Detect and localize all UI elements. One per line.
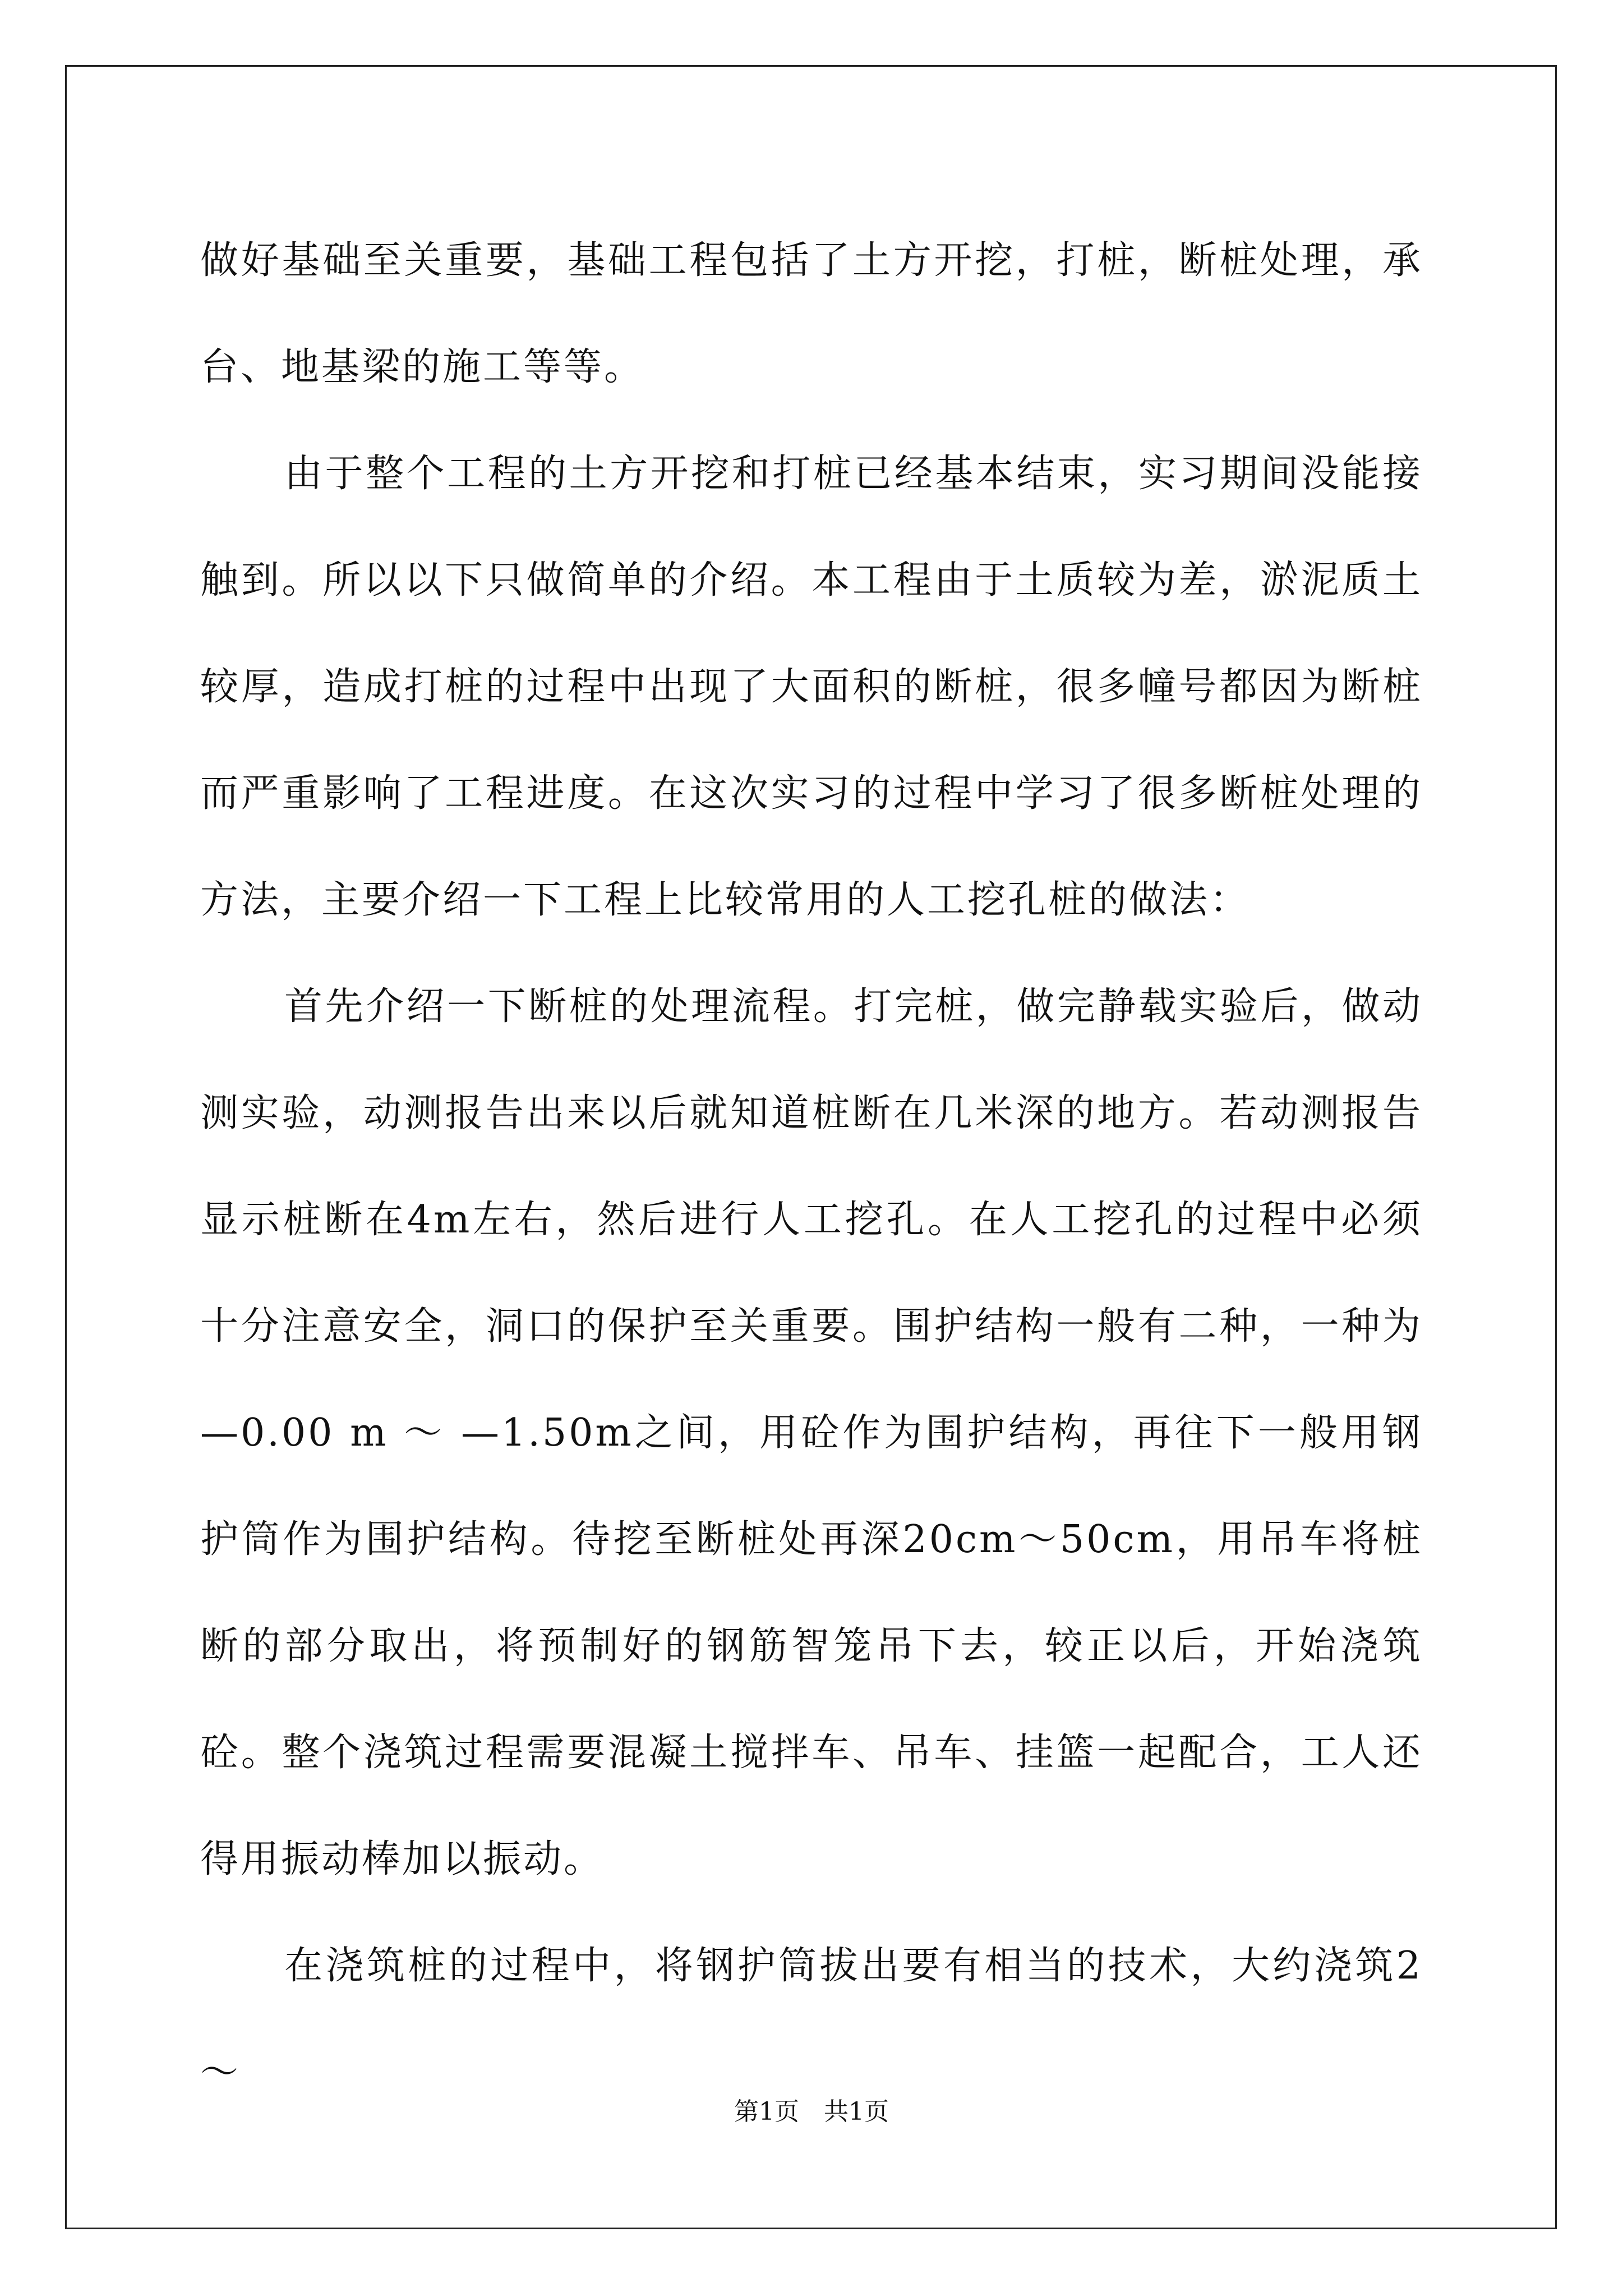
paragraph-2: 由于整个工程的土方开挖和打桩已经基本结束，实习期间没能接触到。所以以下只做简单的介绍。本工程由于土质较为差，淤泥质土较厚，造成打桩的过程中出现了大面积的断桩，很多幢号都因为断桩而严重影响了工程进度。在这次实习的过程中学习了很多断桩处理的方法，主要介绍一下工程上比较常用的人工挖孔桩的做法： (200, 452, 1423, 922)
paragraph-4: 在浇筑桩的过程中，将钢护筒拔出要有相当的技术，大约浇筑2～ (200, 1944, 1423, 2095)
paragraph-3: 首先介绍一下断桩的处理流程。打完桩，做完静载实验后，做动测实验，动测报告出来以后就知道桩断在几米深的地方。若动测报告显示桩断在4m左右，然后进行人工挖孔。在人工挖孔的过程中必须十分注意安全，洞口的保护至关重要。围护结构一般有二种，一种为—0.00 m ～ —1.50m之间，用砼作为围护结构，再往下一般用钢护筒作为围护结构。待挖至断桩处再深20cm～50cm，用吊车将桩断的部分取出，将预制好的钢筋智笼吊下去，较正以后，开始浇筑砼。整个浇筑过程需要混凝土搅拌车、吊车、挂篮一起配合，工人还得用振动棒加以振动。 (200, 984, 1423, 1881)
document-body (200, 208, 1423, 2126)
page-number-label: 第1页 共1页 (734, 2097, 889, 2126)
paragraph-1: 做好基础至关重要，基础工程包括了土方开挖，打桩，断桩处理，承台、地基梁的施工等等。 (200, 238, 1423, 389)
page-footer (0, 2095, 1623, 2129)
